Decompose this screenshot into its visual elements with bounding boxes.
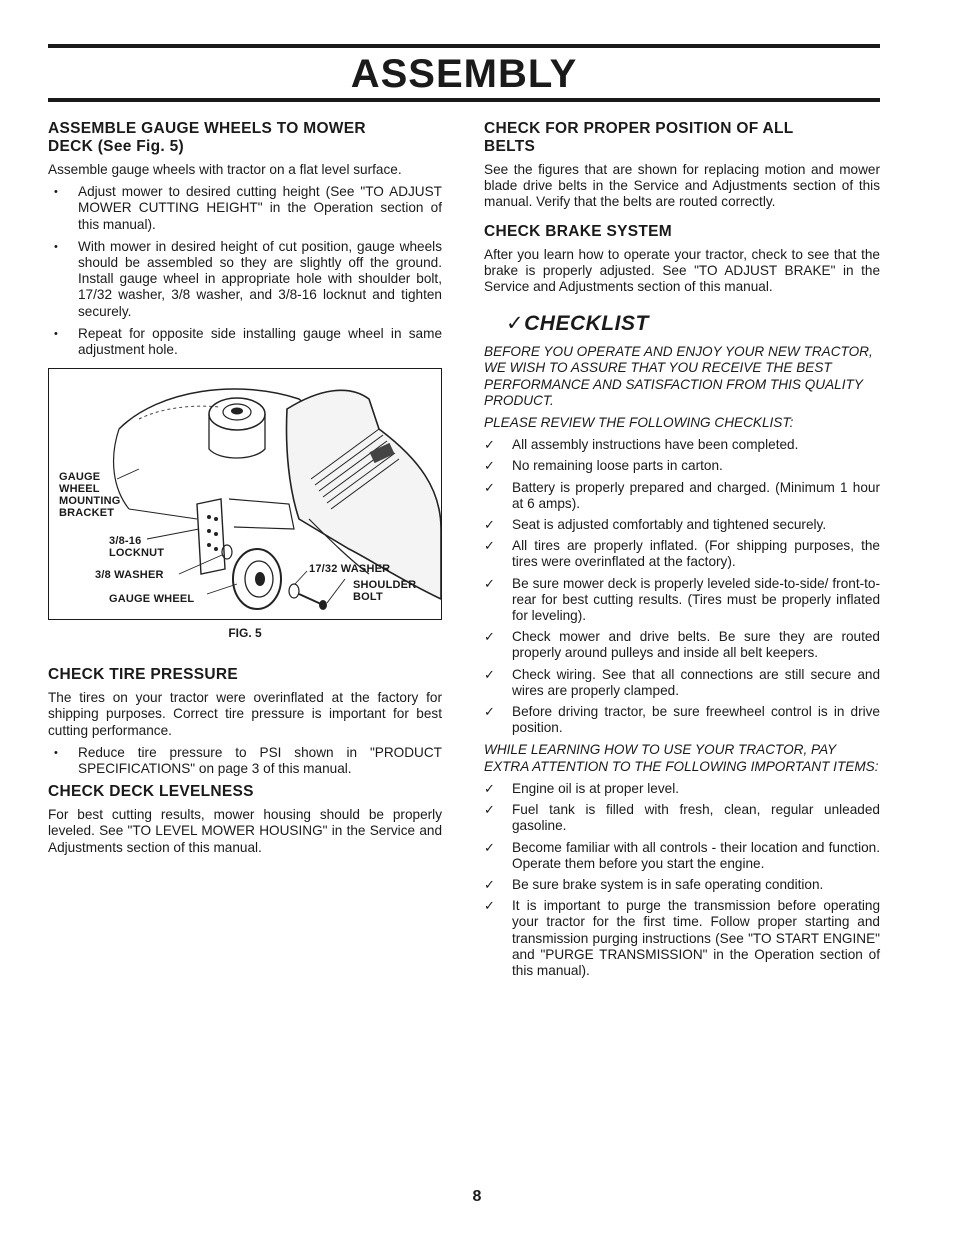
belts-text: See the figures that are shown for replacing motion and mower blade drive belts in the Service and Adjustments section of this manual. Verify that the belts are routed correctly.: [484, 162, 880, 210]
list-item: ✓ Be sure brake system is in safe operating condition.: [484, 876, 824, 892]
brake-section: [484, 223, 880, 296]
left-column: [48, 120, 442, 862]
label-gauge-wheel: GAUGE WHEEL: [109, 593, 195, 606]
figure-5-gauge-wheel-illustration: [48, 368, 442, 620]
header-rule-bottom: [48, 98, 880, 102]
label-gauge-wheel-mounting-bracket: GAUGE WHEEL MOUNTING BRACKET: [59, 471, 121, 520]
check-mark-icon: ✓: [484, 458, 495, 474]
check-mark-icon: ✓: [484, 629, 495, 645]
deck-levelness-heading: CHECK DECK LEVELNESS: [48, 783, 254, 801]
deck-levelness-text: For best cutting results, mower housing should be properly leveled. See "TO LEVEL MOWER HOUSING" in the Service and Adjustments section of this manual.: [48, 807, 442, 855]
tire-pressure-text: The tires on your tractor were overinflated at the factory for shipping purposes. Correct tire pressure is important for best cutting performance.: [48, 690, 442, 738]
list-item: ✓ All assembly instructions have been completed.: [484, 437, 799, 453]
deck-levelness-section: [48, 783, 442, 856]
check-mark-icon: ✓: [484, 704, 495, 720]
list-item: ✓ Seat is adjusted comfortably and tightened securely.: [484, 517, 827, 533]
list-item: • With mower in desired height of cut position, gauge wheels should be assembled so they are slightly off the ground. Install gauge wheel in appropriate hole with shoulder bolt, 17/32 washer, 3/8 washer, and 3/8-16 locknut and tighten securely.: [48, 239, 442, 320]
label-shoulder-bolt: SHOULDER BOLT: [353, 579, 417, 604]
gauge-wheels-heading-line2: DECK (See Fig. 5): [48, 138, 185, 155]
check-mark-icon: ✓: [484, 437, 495, 453]
check-mark-icon: ✓: [484, 839, 495, 855]
list-item: ✓ Engine oil is at proper level.: [484, 780, 679, 796]
check-mark-icon: ✓: [484, 575, 495, 591]
checklist-review: PLEASE REVIEW THE FOLLOWING CHECKLIST:: [484, 415, 794, 431]
right-column: [484, 120, 880, 985]
list-item: • Repeat for opposite side installing gauge wheel in same adjustment hole.: [48, 326, 442, 358]
check-mark-icon: ✓: [484, 802, 495, 818]
belts-heading-line1: CHECK FOR PROPER POSITION OF ALL: [484, 120, 794, 137]
label-3-8-washer: 3/8 WASHER: [95, 569, 164, 582]
list-item: ✓ Battery is properly prepared and charged. (Minimum 1 hour at 6 amps).: [484, 479, 880, 511]
checklist-items: [484, 437, 880, 736]
belts-section: [484, 120, 880, 211]
check-mark-icon: ✓: [484, 479, 495, 495]
list-item: ✓ It is important to purge the transmission before operating your tractor for the first time. Follow proper starting and transmission purging instructions (See "TO START ENGINE" and "PURGE TRANSMISSION" in the Operation section of this manual).: [484, 898, 880, 978]
tire-pressure-bullets: [48, 745, 442, 777]
tire-pressure-section: [48, 666, 442, 777]
gauge-wheels-intro: Assemble gauge wheels with tractor on a flat level surface.: [48, 162, 402, 177]
check-mark-icon: ✓: [484, 898, 495, 914]
belts-heading: [484, 120, 880, 156]
belts-heading-line2: BELTS: [484, 138, 536, 155]
figure-caption: FIG. 5: [228, 626, 262, 641]
check-mark-icon: ✓: [484, 876, 495, 892]
gauge-wheels-section: [48, 120, 442, 358]
list-item: ✓ Be sure mower deck is properly leveled side-to-side/ front-to-rear for best cutting results. (Tires must be properly inflated for leveling).: [484, 575, 880, 624]
list-item: ✓ No remaining loose parts in carton.: [484, 458, 723, 474]
check-mark-icon: ✓: [506, 312, 525, 336]
page-title: ASSEMBLY: [350, 52, 578, 96]
gauge-wheels-heading: [48, 120, 442, 156]
label-17-32-washer: 17/32 WASHER: [309, 563, 391, 576]
brake-text: After you learn how to operate your tractor, check to see that the brake is properly adjusted. See "TO ADJUST BRAKE" in the Service and Adjustments section of this manual.: [484, 246, 880, 295]
checklist-section: [484, 311, 880, 979]
list-item: ✓ Fuel tank is filled with fresh, clean, regular unleaded gasoline.: [484, 802, 880, 834]
check-mark-icon: ✓: [484, 666, 495, 682]
list-item: ✓ Become familiar with all controls - their location and function. Operate them before you start the engine.: [484, 839, 880, 871]
checklist-title: [506, 311, 880, 336]
check-mark-icon: ✓: [484, 517, 495, 533]
checklist-intro: BEFORE YOU OPERATE AND ENJOY YOUR NEW TRACTOR, WE WISH TO ASSURE THAT YOU RECEIVE THE BEST PERFORMANCE AND SATISFACTION FROM THIS QUALITY PRODUCT.: [484, 344, 873, 408]
list-item: ✓ Check wiring. See that all connections are still secure and wires are properly clamped.: [484, 666, 880, 698]
list-item: ✓ Before driving tractor, be sure freewheel control is in drive position.: [484, 704, 880, 736]
checklist-title-text: CHECKLIST: [524, 312, 649, 336]
label-locknut: 3/8-16 LOCKNUT: [109, 535, 165, 560]
list-item: • Adjust mower to desired cutting height (See "TO ADJUST MOWER CUTTING HEIGHT" in the Operation section of this manual).: [48, 184, 442, 233]
header-rule-top: [48, 44, 880, 48]
learning-intro: WHILE LEARNING HOW TO USE YOUR TRACTOR, PAY EXTRA ATTENTION TO THE FOLLOWING IMPORTANT ITEMS:: [484, 742, 879, 774]
gauge-wheels-heading-line1: ASSEMBLE GAUGE WHEELS TO MOWER: [48, 120, 366, 137]
list-item: • Reduce tire pressure to PSI shown in "PRODUCT SPECIFICATIONS" on page 3 of this manual.: [48, 745, 442, 777]
check-mark-icon: ✓: [484, 538, 495, 554]
list-item: ✓ All tires are properly inflated. (For shipping purposes, the tires were overinflated at the factory).: [484, 538, 880, 570]
brake-heading: CHECK BRAKE SYSTEM: [484, 222, 672, 240]
gauge-wheels-bullets: [48, 184, 442, 358]
tire-pressure-heading: CHECK TIRE PRESSURE: [48, 666, 239, 684]
list-item: ✓ Check mower and drive belts. Be sure they are routed properly around pulleys and inside all belt keepers.: [484, 629, 880, 661]
check-mark-icon: ✓: [484, 780, 495, 796]
page-number: 8: [472, 1188, 482, 1205]
learning-items: [484, 781, 880, 979]
